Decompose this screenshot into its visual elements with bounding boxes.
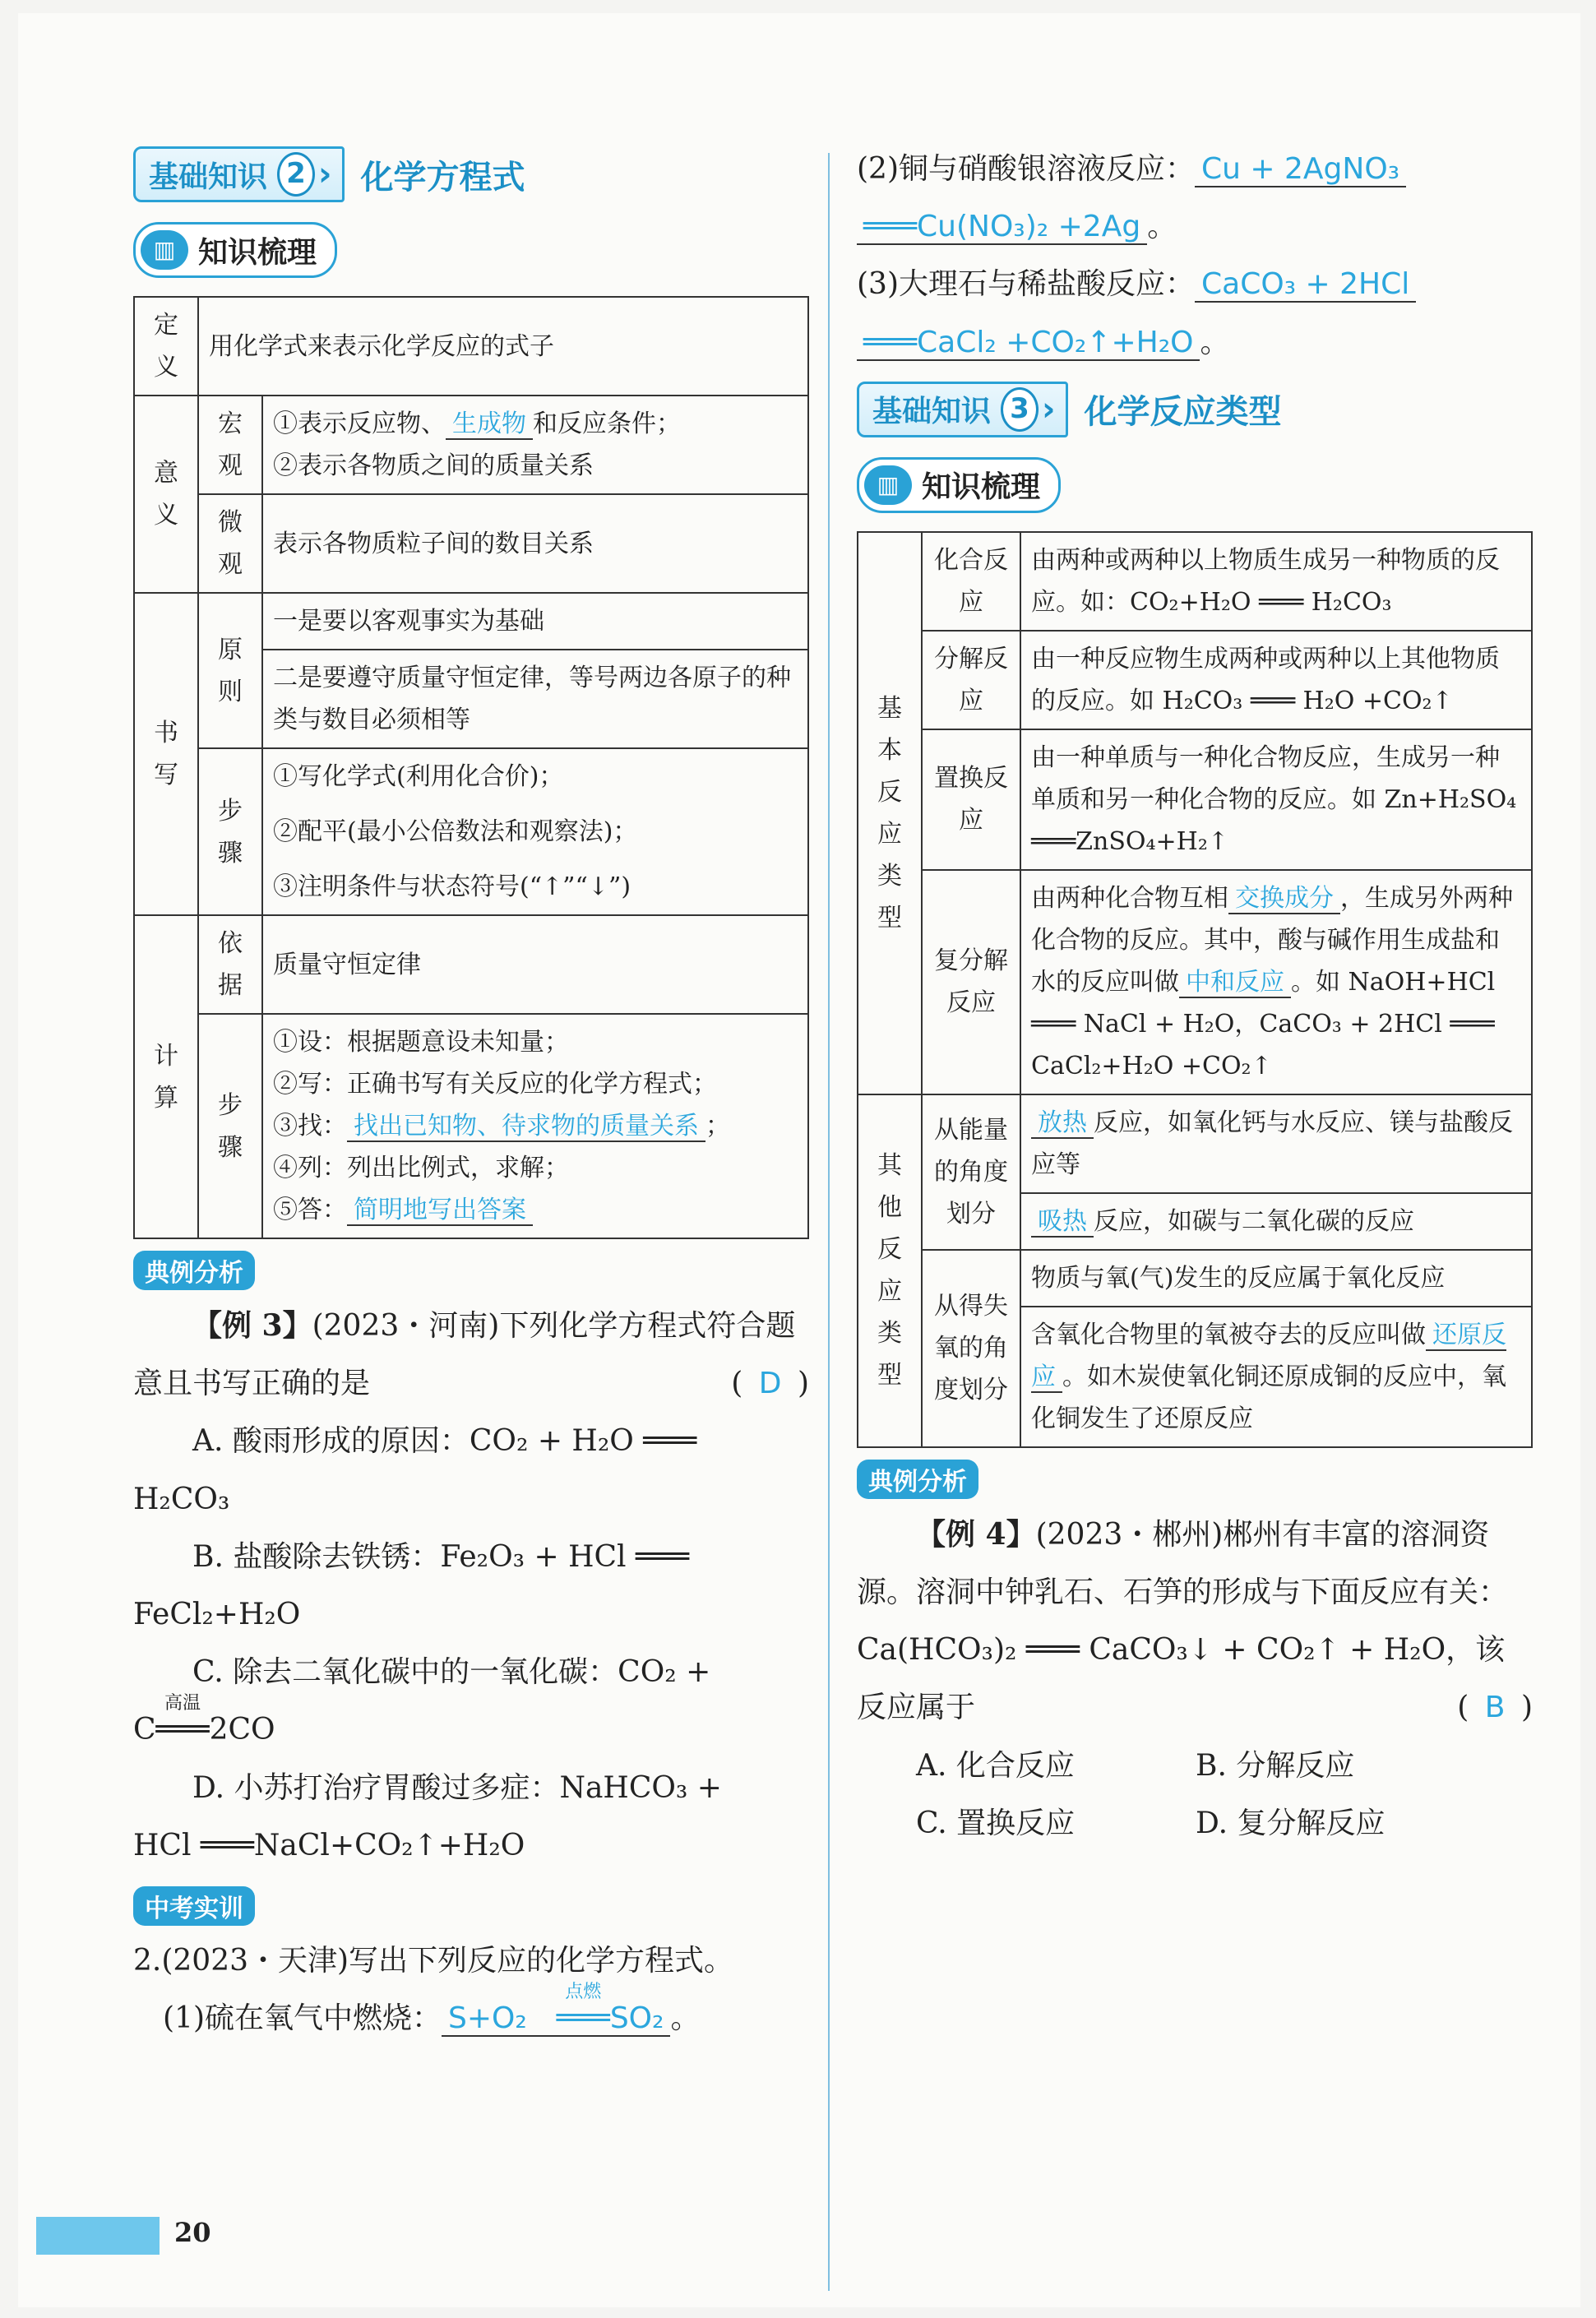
question-2-3-cont: ═══CaCl₂ +CO₂↑+H₂O 。 [857, 314, 1533, 372]
section-number: 2 [277, 152, 315, 197]
chevron-right-icon: › [1042, 390, 1056, 428]
answer-blank: 简明地写出答案 [347, 1196, 533, 1226]
sub-label: 从能量的角度划分 [922, 1094, 1020, 1250]
book-icon: ▥ [864, 465, 912, 505]
left-column [133, 145, 809, 2047]
option-c-cont: C 高温 ═══2CO [133, 1693, 275, 1747]
sub-label: 化合反应 [922, 532, 1020, 631]
option-b: B. 盐酸除去铁锈：Fe₂O₃ + HCl ═══ [192, 1539, 690, 1574]
row-label: 意义 [134, 396, 198, 593]
cell: 由两种或两种以上物质生成另一种物质的反应。如：CO₂+H₂O ═══ H₂CO₃ [1020, 532, 1532, 631]
section-badge: 基础知识 2 › [133, 146, 345, 202]
answer: B [1484, 1691, 1506, 1725]
section-title: 化学方程式 [360, 158, 525, 197]
cell: ③注明条件与状态符号(“↑”“↓”) [262, 859, 808, 915]
answer-blank: 找出已知物、待求物的质量关系 [347, 1112, 705, 1142]
row-label: 其他反应类型 [858, 1094, 922, 1447]
option-a: A. 酸雨形成的原因：CO₂ + H₂O ═══ [192, 1424, 697, 1459]
answer-blank: 吸热 [1031, 1207, 1094, 1238]
option-d: D. 复分解反应 [1196, 1806, 1386, 1840]
option-b: B. 分解反应 [1196, 1748, 1355, 1783]
sub-label: 步骤 [198, 748, 262, 915]
row-label: 定义 [134, 297, 198, 396]
section-title: 化学反应类型 [1084, 393, 1282, 432]
answer-blank: CaCO₃ + 2HCl [1195, 267, 1416, 303]
sub-label: 宏观 [198, 396, 262, 494]
practice-tag: 中考实训 [133, 1886, 255, 1926]
column-divider [828, 153, 830, 2291]
example-4-question: 【例 4】(2023・郴州)郴州有丰富的溶洞资源。溶洞中钟乳石、石笋的形成与下面反应有关：Ca(HCO₃)₂ ═══ CaCO₃↓ + CO₂↑ + H₂O，该反应属于 ( B ) [857, 1516, 1533, 1725]
question-2: 2.(2023・天津)写出下列反应的化学方程式。 [133, 1943, 734, 1978]
cell: ②配平(最小公倍数法和观察法)； [262, 804, 808, 859]
reaction-types-table [857, 531, 1533, 1448]
section-badge: 基础知识 3 › [857, 382, 1068, 437]
answer-blank: ═══Cu(NO₃)₂ +2Ag [857, 210, 1147, 245]
knowledge-pill: ▥ 知识梳理 [133, 222, 337, 278]
answer: D [758, 1367, 782, 1401]
knowledge-pill: ▥ 知识梳理 [857, 457, 1061, 513]
sub-label: 依据 [198, 915, 262, 1014]
answer-blank: 还原反应 [1031, 1320, 1506, 1391]
cell: 一是要以客观事实为基础 [262, 593, 808, 650]
question-2-2: (2)铜与硝酸银溶液反应： Cu + 2AgNO₃ [857, 141, 1533, 198]
right-column [857, 141, 1533, 1853]
cell: 用化学式来表示化学反应的式子 [198, 297, 808, 396]
cell: 含氧化合物里的氧被夺去的反应叫做 还原反应 。如木炭使氧化铜还原成铜的反应中，氧化铜发生了还原反应 [1020, 1307, 1532, 1447]
equation-knowledge-table [133, 296, 809, 1239]
option-c: C. 置换反应 [916, 1806, 1076, 1840]
cell: 质量守恒定律 [262, 915, 808, 1014]
cell: 表示各物质粒子间的数目关系 [262, 494, 808, 593]
option-c: C. 除去二氧化碳中的一氧化碳：CO₂ + [192, 1655, 711, 1690]
sub-label: 分解反应 [922, 631, 1020, 729]
answer-blank: S+O₂ 点燃 ═══SO₂ [442, 2001, 670, 2037]
answer-blank: 生成物 [446, 409, 533, 440]
sub-label: 微观 [198, 494, 262, 593]
row-label: 计算 [134, 915, 198, 1238]
cell: 物质与氧(气)发生的反应属于氧化反应 [1020, 1250, 1532, 1307]
example-tag: 典例分析 [857, 1460, 978, 1499]
chevron-right-icon: › [318, 155, 332, 193]
answer-blank: 中和反应 [1179, 968, 1291, 998]
question-2-3: (3)大理石与稀盐酸反应： CaCO₃ + 2HCl [857, 256, 1533, 313]
example-4-options [857, 1737, 1533, 1853]
cell: 吸热 反应，如碳与二氧化碳的反应 [1020, 1193, 1532, 1250]
book-icon: ▥ [141, 230, 188, 270]
sub-label: 步骤 [198, 1014, 262, 1238]
cell: ①写化学式(利用化合价)； [262, 748, 808, 804]
example-3-question: 【例 3】(2023・河南)下列化学方程式符合题意且书写正确的是 ( D ) [133, 1308, 809, 1401]
cell: 放热 反应，如氧化钙与水反应、镁与盐酸反应等 [1020, 1094, 1532, 1193]
row-label: 基本反应类型 [858, 532, 922, 1094]
option-a-cont: H₂CO₃ [133, 1482, 230, 1516]
page [18, 13, 1580, 2307]
option-b-cont: FeCl₂+H₂O [133, 1597, 301, 1631]
row-label: 书写 [134, 593, 198, 915]
example-tag: 典例分析 [133, 1251, 255, 1290]
option-d-cont: HCl ═══NaCl+CO₂↑+H₂O [133, 1828, 525, 1862]
cell: 二是要遵守质量守恒定律，等号两边各原子的种类与数目必须相等 [262, 650, 808, 748]
option-d: D. 小苏打治疗胃酸过多症：NaHCO₃ + [192, 1770, 722, 1805]
option-a: A. 化合反应 [916, 1748, 1075, 1783]
answer-blank: 交换成分 [1228, 884, 1340, 914]
sub-label: 复分解反应 [922, 870, 1020, 1094]
cell: 由两种化合物互相 交换成分 ，生成另外两种化合物的反应。其中，酸与碱作用生成盐和水的反应叫做 中和反应 。如 NaOH+HCl ═══ NaCl + H₂O，CaCO₃ + 2HCl ═══ CaCl₂+H₂O +CO₂↑ [1020, 870, 1532, 1094]
sub-label: 原则 [198, 593, 262, 748]
question-2-1: (1)硫在氧气中燃烧： S+O₂ 点燃 ═══SO₂ 。 [163, 1982, 701, 2036]
answer-blank: Cu + 2AgNO₃ [1195, 152, 1406, 187]
answer-blank: ═══CaCl₂ +CO₂↑+H₂O [857, 326, 1200, 361]
section-header-2 [133, 145, 809, 204]
cell: ①表示反应物、 生成物 和反应条件； ②表示各物质之间的质量关系 [262, 396, 808, 494]
sub-label: 置换反应 [922, 729, 1020, 870]
cell: ①设：根据题意设未知量； ②写：正确书写有关反应的化学方程式； ③找： 找出已知物、待求物的质量关系 ； ④列：列出比例式，求解； ⑤答： 简明地写出答案 [262, 1014, 808, 1238]
page-number-bar [36, 2217, 160, 2255]
section-number: 3 [1001, 387, 1039, 432]
page-number: 20 [174, 2217, 211, 2248]
question-2-2-cont: ═══Cu(NO₃)₂ +2Ag 。 [857, 198, 1533, 256]
cell: 由一种反应物生成两种或两种以上其他物质的反应。如 H₂CO₃ ═══ H₂O +CO₂↑ [1020, 631, 1532, 729]
section-header-3 [857, 380, 1533, 439]
answer-blank: 放热 [1031, 1108, 1094, 1139]
cell: 由一种单质与一种化合物反应，生成另一种单质和另一种化合物的反应。如 Zn+H₂SO₄ ═══ZnSO₄+H₂↑ [1020, 729, 1532, 870]
sub-label: 从得失氧的角度划分 [922, 1250, 1020, 1447]
